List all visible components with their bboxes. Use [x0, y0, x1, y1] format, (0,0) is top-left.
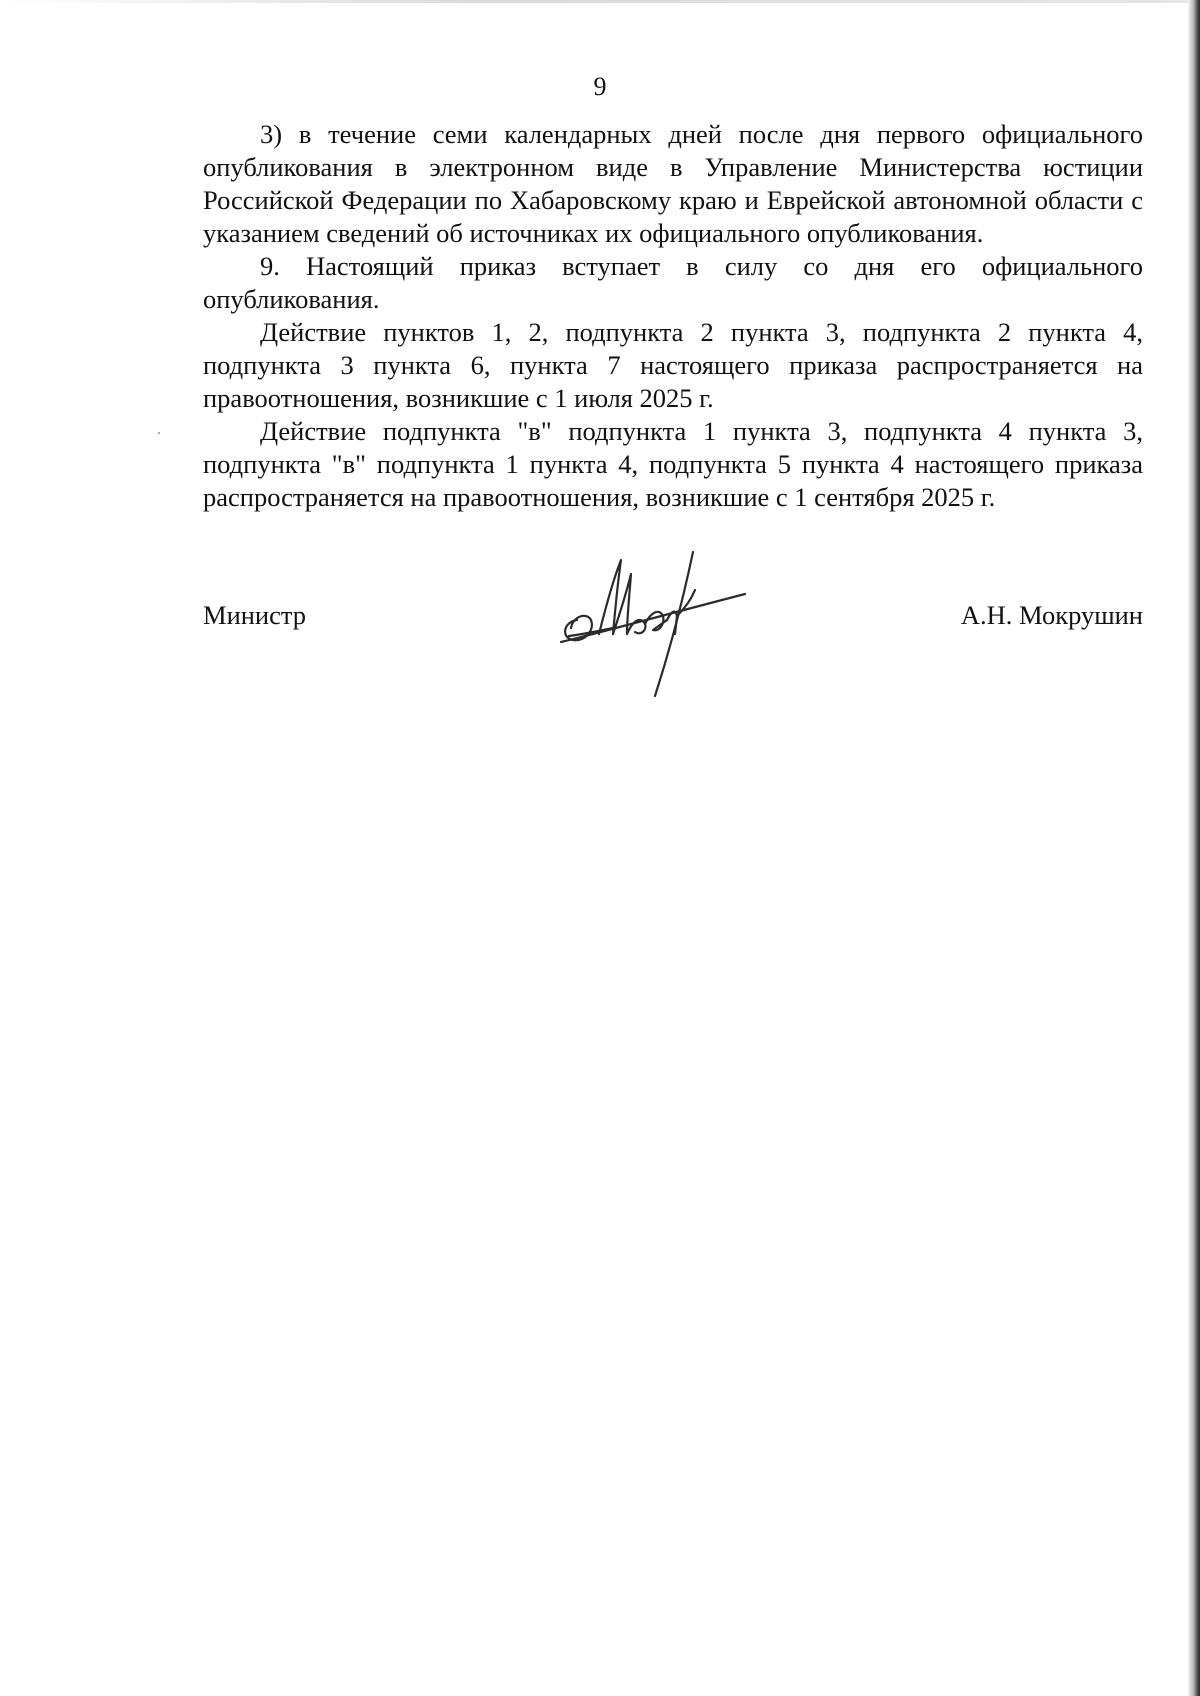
signatory-title: Министр	[203, 600, 307, 630]
paragraph-effect-september: Действие подпункта "в" подпункта 1 пункта 3, подпункта 4 пункта 3, подпункта "в" подпункта 1 пункта 4, подпункта 5 пункта 4 настоящего приказа распространяется на правоотношения, возникшие с 1 сентября 2025 г.	[203, 416, 1143, 512]
document-body	[203, 118, 1143, 514]
signatory-name: А.Н. Мокрушин	[960, 600, 1143, 630]
signature-block	[203, 600, 1143, 640]
paragraph-effect-july: Действие пунктов 1, 2, подпункта 2 пункта 3, подпункта 2 пункта 4, подпункта 3 пункта 6, пункта 7 настоящего приказа распространяется на правоотношения, возникшие с 1 июля 2025 г.	[203, 317, 1143, 413]
scan-speck	[158, 432, 160, 434]
paragraph-9-effective-date: 9. Настоящий приказ вступает в силу со дня его официального опубликования.	[203, 251, 1143, 314]
paragraph-3-notification: 3) в течение семи календарных дней после дня первого официального опубликования в электронном виде в Управление Министерства юстиции Российской Федерации по Хабаровскому краю и Еврейской автономной области с указанием сведений об источниках их официального опубликования.	[203, 119, 1143, 248]
scan-edge-right	[1188, 0, 1200, 1696]
scan-edge-top	[0, 0, 1200, 3]
page-number: 9	[593, 72, 607, 101]
